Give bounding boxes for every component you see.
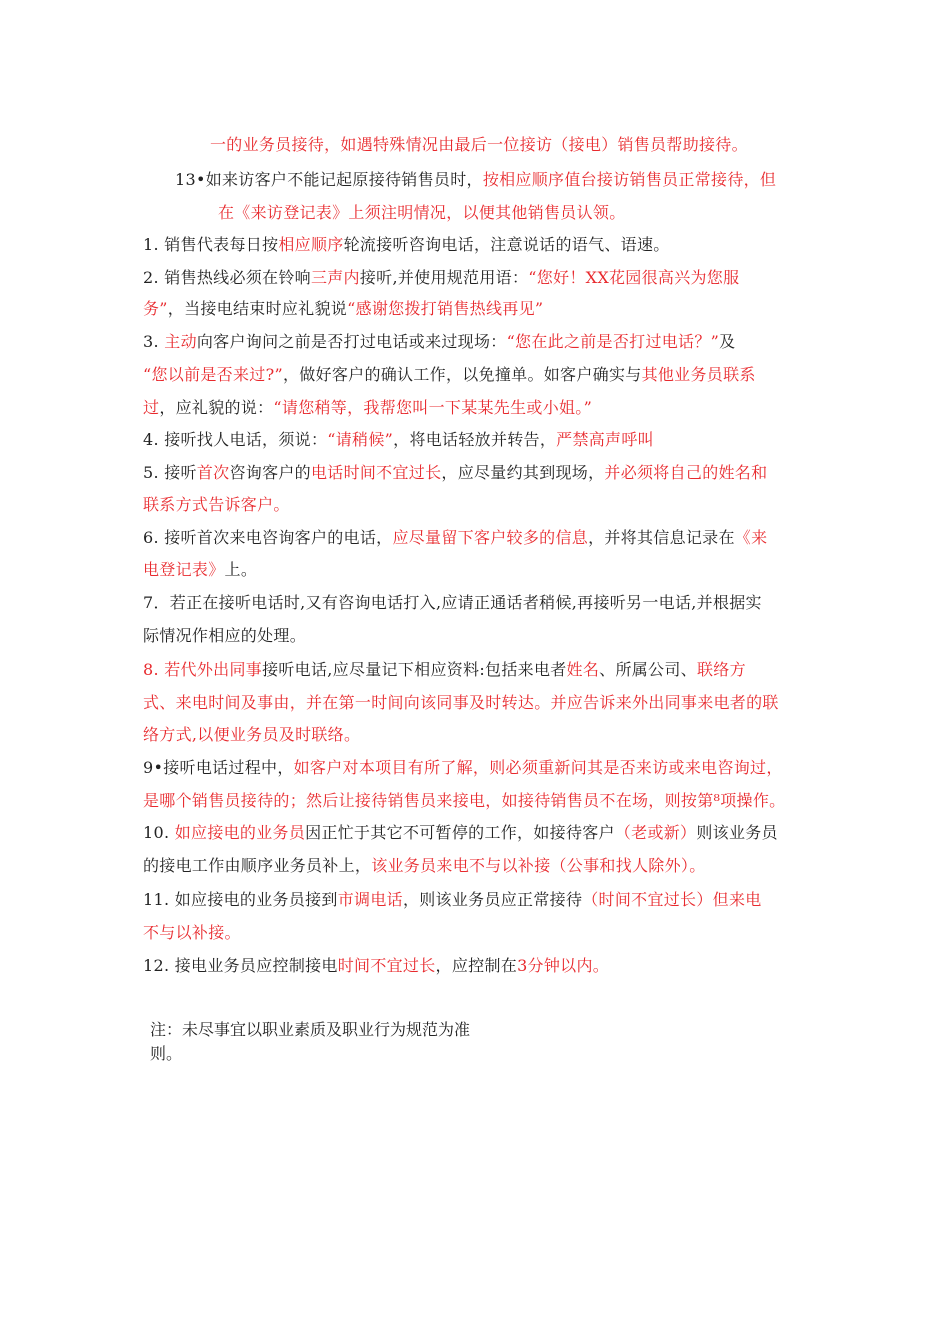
body-text: 际情况作相应的处理。 (143, 626, 307, 645)
emphasis-text: （时间不宜过长）但来电 (582, 890, 762, 909)
emphasis-text: “感谢您拨打销售热线再见” (347, 299, 544, 318)
emphasis-text: 3分钟以内。 (517, 956, 610, 975)
emphasis-text: 不与以补接。 (143, 923, 241, 942)
body-text: ，并将其信息记录在 (588, 528, 735, 547)
text-line (143, 922, 241, 944)
body-text: 的接电工作由顺序业务员补上， (143, 856, 372, 875)
emphasis-text: 在《来访登记表》上须注明情况，以便其他销售员认领。 (218, 203, 626, 222)
text-line (218, 202, 626, 224)
text-line (143, 397, 592, 419)
body-text: 10. (143, 823, 175, 842)
body-text: 接听电话,应尽量记下相应资料:包括来电者 (262, 660, 567, 679)
body-text: 则该业务员 (696, 823, 778, 842)
text-line (143, 429, 654, 451)
body-text: ，做好客户的确认工作，以免撞单。如客户确实与 (282, 365, 642, 384)
emphasis-text: 其他业务员联系 (641, 365, 756, 384)
emphasis-text: 电话时间不宜过长 (310, 463, 442, 482)
body-text: 接听,并使用规范用语： (359, 268, 529, 287)
emphasis-text: 电登记表》 (143, 560, 225, 579)
emphasis-text: 联系方式告诉客户。 (143, 495, 290, 514)
emphasis-text: 时间不宜过长 (337, 956, 436, 975)
body-text: 因正忙于其它不可暂停的工作，如接待客户 (305, 823, 615, 842)
emphasis-text: 一的业务员接待，如遇特殊情况由最后一位接访（接电）销售员帮助接待。 (210, 135, 748, 154)
emphasis-text: 过 (143, 398, 160, 417)
emphasis-text: “请您稍等，我帮您叫一下某某先生或小姐。” (273, 398, 593, 417)
body-text: 12. 接电业务员应控制接电 (143, 956, 338, 975)
text-line (143, 234, 670, 256)
emphasis-text: 应尽量留下客户较多的信息 (392, 528, 589, 547)
emphasis-text: 严禁高声呼叫 (556, 430, 654, 449)
body-text: ，应控制在 (435, 956, 518, 975)
text-line (143, 855, 706, 877)
text-line (143, 889, 762, 911)
body-text: 上。 (224, 560, 258, 579)
text-line (143, 592, 762, 614)
emphasis-text: 如应接电的业务员 (174, 823, 306, 842)
text-line (143, 822, 778, 844)
note-line-2: 则。 (150, 1044, 183, 1063)
text-line (143, 331, 735, 353)
body-text: 4. 接听找人电话，须说： (143, 430, 328, 449)
body-text: ，当接电结束时应礼貌说 (167, 299, 348, 318)
text-line (143, 659, 746, 681)
text-line (143, 955, 609, 977)
body-text: 7．若正在接听电话时,又有咨询电话打入,应请正通话者稍候,再接听另一电话,并根据实 (143, 593, 762, 612)
body-text: 1. 销售代表每日按 (143, 235, 279, 254)
text-line (143, 757, 783, 779)
emphasis-text: “您好！XX花园很高兴为您服 (528, 268, 740, 287)
emphasis-text: 三声内 (310, 268, 360, 287)
emphasis-text: 并必须将自己的姓名和 (604, 463, 768, 482)
body-text: 13•如来访客户不能记起原接待销售员时， (175, 170, 483, 189)
emphasis-text: “请稍候” (327, 430, 394, 449)
emphasis-text: 按相应顺序值台接访销售员正常接待，但 (482, 170, 777, 189)
emphasis-text: “您在此之前是否打过电话？” (506, 332, 720, 351)
text-line (143, 527, 767, 549)
text-line (210, 134, 748, 156)
body-text: 向客户询问之前是否打过电话或来过现场： (196, 332, 507, 351)
emphasis-text: 是哪个销售员接待的；然后让接待销售员来接电，如接待销售员不在场，则按第⁸项操作。 (143, 791, 786, 810)
text-line (143, 494, 290, 516)
emphasis-text: 式、来电时间及事由，并在第一时间向该同事及时转达。并应告诉来外出同事来电者的联 (143, 693, 779, 712)
emphasis-text: 络方式,以便业务员及时联络。 (143, 725, 361, 744)
body-text: 及 (719, 332, 736, 351)
emphasis-text: 务” (143, 299, 168, 318)
text-line (143, 298, 543, 320)
body-text: ，将电话轻放并转告， (393, 430, 557, 449)
body-text: ，应礼貌的说： (159, 398, 274, 417)
text-line (143, 364, 756, 386)
emphasis-text: （老或新） (614, 823, 697, 842)
body-text: 9•接听电话过程中， (143, 758, 294, 777)
note-line-1: 注：未尽事宜以职业素质及职业行为规范为准 (150, 1020, 471, 1039)
body-text: 、所属公司、 (599, 660, 697, 679)
body-text: 轮流接听咨询电话，注意说话的语气、语速。 (343, 235, 670, 254)
emphasis-text: 姓名 (566, 660, 600, 679)
emphasis-text: 8. 若代外出同事 (143, 660, 263, 679)
text-line (143, 625, 306, 647)
emphasis-text: 联络方 (696, 660, 746, 679)
body-text: 5. 接听 (143, 463, 197, 482)
emphasis-text: 如客户对本项目有所了解，则必须重新问其是否来访或来电咨询过， (293, 758, 783, 777)
emphasis-text: “您以前是否来过?” (143, 365, 283, 384)
emphasis-text: 该业务员来电不与以补接（公事和找人除外）。 (371, 856, 706, 875)
emphasis-text: 首次 (196, 463, 230, 482)
emphasis-text: 主动 (164, 332, 197, 351)
body-text: 6. 接听首次来电咨询客户的电话， (143, 528, 393, 547)
body-text: 咨询客户的 (229, 463, 311, 482)
emphasis-text: 市调电话 (337, 890, 403, 909)
emphasis-text: 《来 (734, 528, 768, 547)
text-line (143, 692, 779, 714)
text-line (143, 559, 257, 581)
body-text: ，则该业务员应正常接待 (402, 890, 583, 909)
text-line (143, 267, 739, 289)
body-text: 11. 如应接电的业务员接到 (143, 890, 338, 909)
text-line (143, 724, 360, 746)
body-text: ，应尽量约其到现场， (441, 463, 605, 482)
text-line (143, 462, 767, 484)
text-line (175, 169, 776, 191)
body-text: 3. (143, 332, 165, 351)
text-line (143, 790, 785, 812)
emphasis-text: 相应顺序 (278, 235, 344, 254)
body-text: 2. 销售热线必须在铃响 (143, 268, 311, 287)
